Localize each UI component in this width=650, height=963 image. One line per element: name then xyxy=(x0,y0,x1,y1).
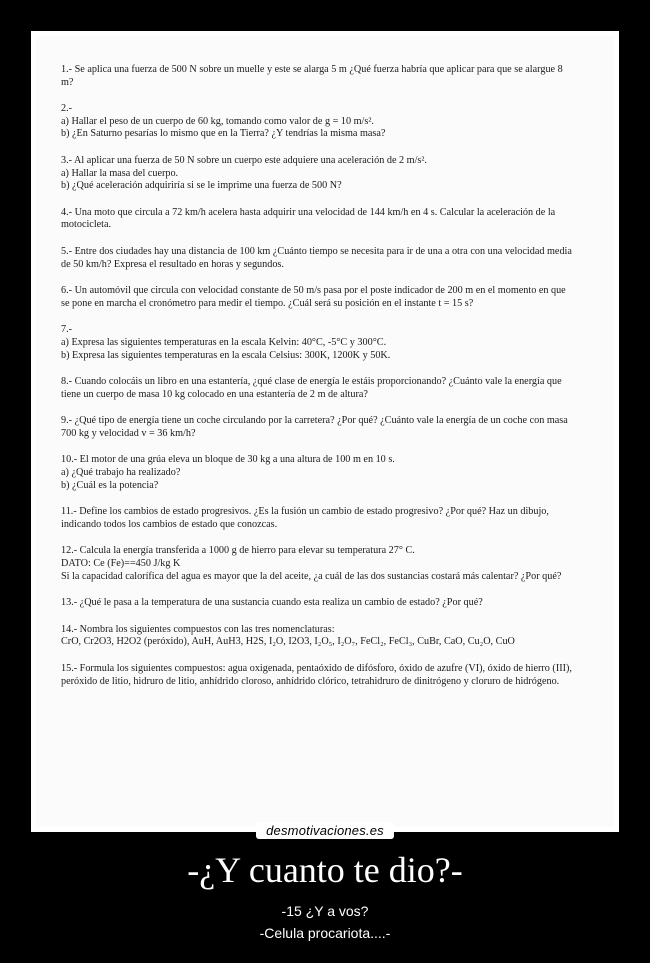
question-12-line2: DATO: Ce (Fe)==450 J/kg K xyxy=(61,558,181,570)
question-15 xyxy=(61,663,576,688)
question-6 xyxy=(61,285,576,310)
question-13-text: 13.- ¿Qué le pasa a la temperatura de una sustancia cuando esta realiza un cambio de estado? ¿Por qué? xyxy=(61,597,483,609)
question-11-text: 11.- Define los cambios de estado progresivos. ¿Es la fusión un cambio de estado progresivo? ¿Por qué? Haz un dibujo, indicando todos los cambios de estado que conozcas. xyxy=(61,506,549,530)
question-10b: b) ¿Cuál es la potencia? xyxy=(61,479,159,491)
worksheet-text xyxy=(61,64,576,688)
question-5 xyxy=(61,246,576,271)
question-10-head: 10.- El motor de una grúa eleva un bloque de 30 kg a una altura de 100 m en 10 s. xyxy=(61,454,395,466)
question-3a: a) Hallar la masa del cuerpo. xyxy=(61,167,179,179)
question-3-head: 3.- Al aplicar una fuerza de 50 N sobre un cuerpo este adquiere una aceleración de 2 m/s². xyxy=(61,154,427,166)
question-15-text: 15.- Formula los siguientes compuestos: agua oxigenada, pentaóxido de difósforo, óxido de azufre (VI), óxido de hierro (III), peróxido de litio, hidruro de litio, anhídrido cloroso, anhídrido clórico, tetrahidruro de dinitrógeno y cloruro de hidrógeno. xyxy=(61,663,572,687)
question-2-head: 2.- xyxy=(61,103,73,115)
poster-caption-line2: -Celula procariota....- xyxy=(259,925,391,941)
question-9 xyxy=(61,415,576,440)
watermark xyxy=(0,822,650,840)
question-8-text: 8.- Cuando colocáis un libro en una estantería, ¿qué clase de energía le estáis proporcionando? ¿Cuánto vale la energía que tiene un cuerpo de masa 10 kg colocado en una estantería de 2 m de altura? xyxy=(61,376,562,400)
question-14 xyxy=(61,624,576,649)
question-7 xyxy=(61,324,576,362)
question-4-text: 4.- Una moto que circula a 72 km/h acelera hasta adquirir una velocidad de 144 km/h en 4 s. Calcular la aceleración de la motocicleta. xyxy=(61,206,556,231)
question-2 xyxy=(61,103,576,141)
poster-caption-line1: -15 ¿Y a vos? xyxy=(281,903,369,919)
question-2b: b) ¿En Saturno pesarías lo mismo que en la Tierra? ¿Y tendrías la misma masa? xyxy=(61,128,386,140)
question-12-line3: Si la capacidad calorífica del agua es mayor que la del aceite, ¿a cuál de las dos sustancias costará más calentar? ¿Por qué? xyxy=(61,570,562,582)
worksheet-image xyxy=(36,36,614,827)
question-7b: b) Expresa las siguientes temperaturas en la escala Celsius: 300K, 1200K y 50K. xyxy=(61,349,391,361)
question-7a: a) Expresa las siguientes temperaturas en la escala Kelvin: 40°C, -5°C y 300°C. xyxy=(61,336,387,348)
question-8 xyxy=(61,376,576,401)
question-14-line1: 14.- Nombra los siguientes compuestos con las tres nomenclaturas: xyxy=(61,623,335,635)
question-11 xyxy=(61,506,576,531)
question-12-line1: 12.- Calcula la energía transferida a 1000 g de hierro para elevar su temperatura 27° C. xyxy=(61,545,415,557)
question-7-head: 7.- xyxy=(61,324,73,336)
poster-title: -¿Y cuanto te dio?- xyxy=(187,850,463,890)
poster-frame xyxy=(31,31,619,832)
question-1-text: 1.- Se aplica una fuerza de 500 N sobre un muelle y este se alarga 5 m ¿Qué fuerza habría que aplicar para que se alargue 8 m? xyxy=(61,64,563,88)
question-3 xyxy=(61,155,576,193)
question-5-text: 5.- Entre dos ciudades hay una distancia de 100 km ¿Cuánto tiempo se necesita para ir de una a otra con una velocidad media de 50 km/h? Expresa el resultado en horas y segundos. xyxy=(61,245,572,270)
question-4 xyxy=(61,207,576,232)
question-13 xyxy=(61,597,576,610)
question-10 xyxy=(61,454,576,492)
question-6-text: 6.- Un automóvil que circula con velocidad constante de 50 m/s pasa por el poste indicador de 200 m en el momento en que se pone en marcha el cronómetro para medir el tiempo. ¿Cuál será su posición en el instante t = 15 s? xyxy=(61,285,566,309)
question-2a: a) Hallar el peso de un cuerpo de 60 kg, tomando como valor de g = 10 m/s². xyxy=(61,115,374,127)
question-14-line2: CrO, Cr2O3, H2O2 (peróxido), AuH, AuH3, H2S, I₂O, I2O3, I₂O₅, I₂O₇, FeCl₂, FeCl₃, CuBr, CaO, Cu₂O, CuO xyxy=(61,636,515,648)
question-10a: a) ¿Qué trabajo ha realizado? xyxy=(61,467,181,479)
question-9-text: 9.- ¿Qué tipo de energía tiene un coche circulando por la carretera? ¿Por qué? ¿Cuánto vale la energía de un coche con masa 700 kg y velocidad v = 36 km/h? xyxy=(61,415,568,439)
question-3b: b) ¿Qué aceleración adquiriría si se le imprime una fuerza de 500 N? xyxy=(61,180,342,192)
question-1 xyxy=(61,64,576,89)
watermark-logo[interactable]: desmotivaciones.es xyxy=(256,822,394,839)
question-12 xyxy=(61,545,576,583)
